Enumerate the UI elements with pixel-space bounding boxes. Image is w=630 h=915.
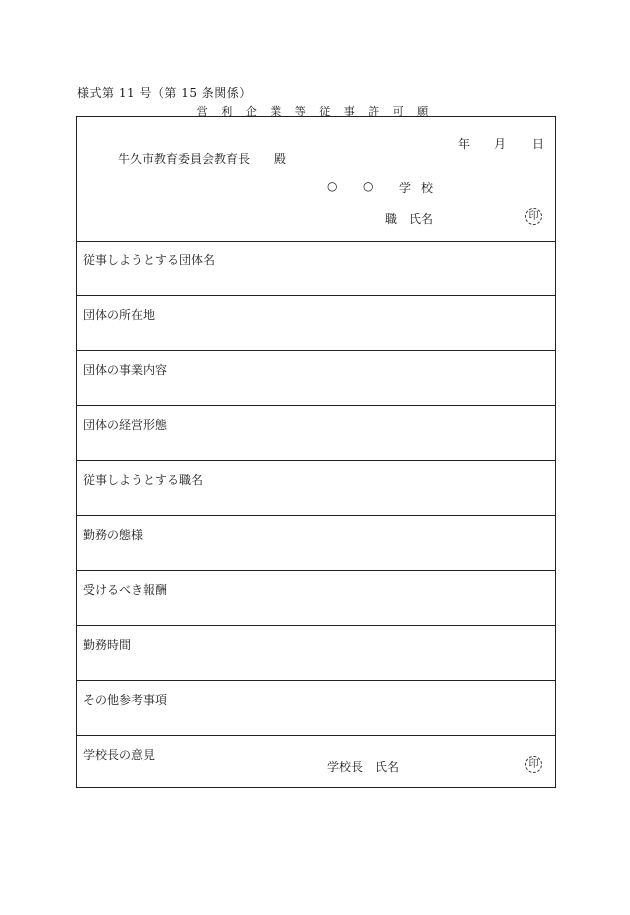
applicant-section	[77, 117, 555, 242]
row-label: 団体の経営形態	[83, 418, 168, 432]
row-label: 学校長の意見	[83, 748, 156, 762]
row-work-style	[77, 516, 555, 571]
row-working-hours	[77, 626, 555, 681]
row-compensation	[77, 571, 555, 626]
school-name-placeholder-1: ○	[327, 179, 338, 193]
row-organization-name	[77, 241, 555, 296]
date-year-label: 年	[458, 137, 471, 151]
row-label: その他参考事項	[83, 693, 168, 707]
application-form	[76, 116, 556, 788]
row-label: 従事しようとする団体名	[83, 253, 216, 267]
date-month-label: 月	[494, 137, 507, 151]
row-business-content	[77, 351, 555, 406]
form-number: 様式第 11 号（第 15 条関係）	[77, 86, 252, 100]
row-label: 団体の所在地	[83, 308, 156, 322]
row-organization-address	[77, 296, 555, 351]
principal-name-label: 学校長 氏名	[327, 760, 400, 774]
row-label: 受けるべき報酬	[83, 583, 168, 597]
recipient-label: 牛久市教育委員会教育長 殿	[118, 152, 287, 166]
row-other-notes	[77, 681, 555, 736]
row-label: 従事しようとする職名	[83, 473, 204, 487]
seal-stamp-icon: 印	[525, 756, 542, 773]
row-principal-opinion	[77, 736, 555, 789]
row-management-form	[77, 406, 555, 461]
row-label: 団体の事業内容	[83, 363, 168, 377]
row-job-title	[77, 461, 555, 516]
form-title: 営 利 企 業 等 従 事 許 可 願	[196, 105, 434, 118]
row-label: 勤務時間	[83, 638, 132, 652]
seal-stamp-icon: 印	[525, 208, 542, 225]
date-day-label: 日	[532, 137, 545, 151]
position-name-label: 職 氏名	[385, 212, 434, 226]
row-label: 勤務の態様	[83, 528, 144, 542]
school-name-placeholder-2: ○	[363, 179, 374, 193]
school-label: 学校	[399, 181, 444, 195]
